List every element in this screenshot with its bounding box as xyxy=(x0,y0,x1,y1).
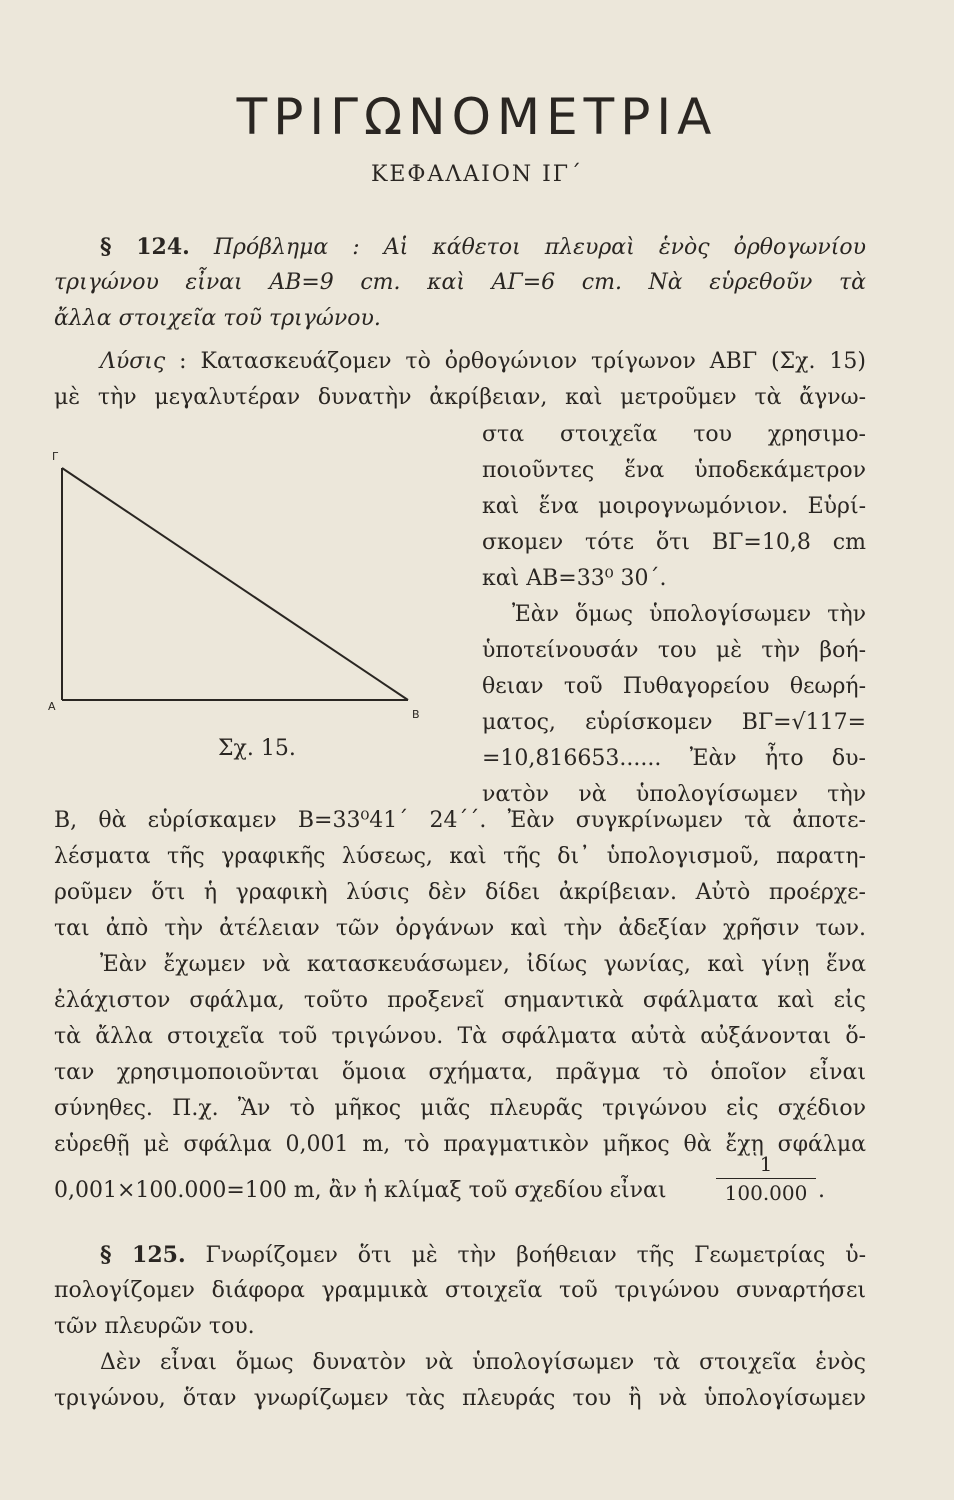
right-col-line: στα στοιχεῖα του χρησιμο- xyxy=(482,422,866,447)
body-line: λέσματα τῆς γραφικῆς λύσεως, καὶ τῆς δι᾿ ὑπολογισμοῦ, παρατη- xyxy=(54,844,866,869)
fraction-numerator: 1 xyxy=(759,1152,773,1176)
formula-line: 0,001×100.000=100 m, ἂν ἡ κλίμαξ τοῦ σχεδίου εἶναι xyxy=(54,1178,667,1203)
section-number: § 124. xyxy=(100,234,190,260)
solution-label: Λύσις xyxy=(100,349,166,374)
body-line: Β, θὰ εὑρίσκαμεν Β=33⁰41΄ 24΄΄. Ἐὰν συγκρίνωμεν τὰ ἀποτε- xyxy=(54,808,866,833)
section125-line-4: Δὲν εἶναι ὅμως δυνατὸν νὰ ὑπολογίσωμεν τὰ στοιχεῖα ἑνὸς xyxy=(100,1350,866,1375)
body-line: ται ἀπὸ τὴν ἀτέλειαν τῶν ὀργάνων καὶ τὴν ἀδεξίαν χρῆσιν των. xyxy=(54,916,866,941)
vertex-label-right: Β xyxy=(412,708,420,721)
body-line: τὰ ἄλλα στοιχεῖα τοῦ τριγώνου. Τὰ σφάλματα αὐτὰ αὐξάνονται ὅ- xyxy=(54,1024,866,1049)
right-col-line: ματος, εὑρίσκομεν ΒΓ=√117= xyxy=(482,710,866,735)
body-line: ἐλάχιστον σφάλμα, τοῦτο προξενεῖ σημαντικὰ σφάλματα καὶ εἰς xyxy=(54,988,866,1013)
right-col-line: καὶ ΑΒ=33⁰ 30΄. xyxy=(482,566,667,591)
section125-line-3: τῶν πλευρῶν του. xyxy=(54,1314,255,1339)
right-col-line: =10,816653...... Ἐὰν ἦτο δυ- xyxy=(482,746,866,771)
body-line: ταν χρησιμοποιοῦνται ὅμοια σχήματα, πρᾶγμα τὸ ὁποῖον εἶναι xyxy=(54,1060,866,1085)
right-col-line: καὶ ἕνα μοιρογνωμόνιον. Εὑρί- xyxy=(482,494,866,519)
fraction-bar xyxy=(716,1178,816,1179)
running-header: ΤΡΙΓΩΝΟΜΕΤΡΙΑ xyxy=(236,88,718,146)
section125-line-2: πολογίζομεν διάφορα γραμμικὰ στοιχεῖα τοῦ τριγώνου συναρτήσει xyxy=(54,1278,866,1303)
body-line: εὑρεθῇ μὲ σφάλμα 0,001 m, τὸ πραγματικὸν μῆκος θὰ ἔχῃ σφάλμα xyxy=(54,1132,866,1157)
triangle-figure xyxy=(48,448,428,728)
problem-line-3: ἄλλα στοιχεῖα τοῦ τριγώνου. xyxy=(54,306,381,331)
right-col-line: θειαν τοῦ Πυθαγορείου θεωρή- xyxy=(482,674,866,699)
section125-line-5: τριγώνου, ὅταν γνωρίζωμεν τὰς πλευράς του ἢ νὰ ὑπολογίσωμεν xyxy=(54,1386,866,1411)
figure-caption: Σχ. 15. xyxy=(218,736,296,761)
section125-line-1 xyxy=(100,1240,866,1271)
right-col-line: νατὸν νὰ ὑπολογίσωμεν τὴν xyxy=(482,782,866,807)
section-number: § 125. xyxy=(100,1242,186,1268)
body-line: Ἐὰν ἔχωμεν νὰ κατασκευάσωμεν, ἰδίως γωνίας, καὶ γίνῃ ἕνα xyxy=(100,952,866,977)
solution-text: : Κατασκευάζομεν τὸ ὀρθογώνιον τρίγωνον ΑΒΓ (Σχ. 15) xyxy=(179,349,866,374)
solution-line-2: μὲ τὴν μεγαλυτέραν δυνατὴν ἀκρίβειαν, καὶ μετροῦμεν τὰ ἄγνω- xyxy=(54,385,866,410)
problem-label: Πρόβλημα : xyxy=(213,235,360,260)
solution-line-1 xyxy=(100,347,866,377)
vertex-label-left: Α xyxy=(48,700,56,713)
body-line: ροῦμεν ὅτι ἡ γραφικὴ λύσις δὲν δίδει ἀκρίβειαν. Αὐτὸ προέρχε- xyxy=(54,880,866,905)
problem-text: Αἱ κάθετοι πλευραὶ ἑνὸς ὀρθογωνίου xyxy=(383,235,866,260)
body-line: σύνηθες. Π.χ. Ἂν τὸ μῆκος μιᾶς πλευρᾶς τριγώνου εἰς σχέδιον xyxy=(54,1096,866,1121)
fraction-period: . xyxy=(818,1178,825,1203)
fraction-denominator: 100.000 xyxy=(724,1181,808,1205)
right-col-line: Ἐὰν ὅμως ὑπολογίσωμεν τὴν xyxy=(512,602,866,627)
scale-fraction xyxy=(716,1152,816,1205)
problem-line-2: τριγώνου εἶναι ΑΒ=9 cm. καὶ ΑΓ=6 cm. Νὰ εὑρεθοῦν τὰ xyxy=(54,270,866,295)
chapter-title: ΚΕΦΑΛΑΙΟΝ ΙΓ΄ xyxy=(370,162,584,187)
problem-line-1 xyxy=(100,232,866,263)
right-col-line: ὑποτείνουσάν του μὲ τὴν βοή- xyxy=(482,638,866,663)
section125-text: Γνωρίζομεν ὅτι μὲ τὴν βοήθειαν τῆς Γεωμετρίας ὑ- xyxy=(205,1243,867,1268)
vertex-label-top: Γ xyxy=(52,450,59,463)
right-col-line: σκομεν τότε ὅτι ΒΓ=10,8 cm xyxy=(482,530,866,555)
right-col-line: ποιοῦντες ἕνα ὑποδεκάμετρον xyxy=(482,458,866,483)
